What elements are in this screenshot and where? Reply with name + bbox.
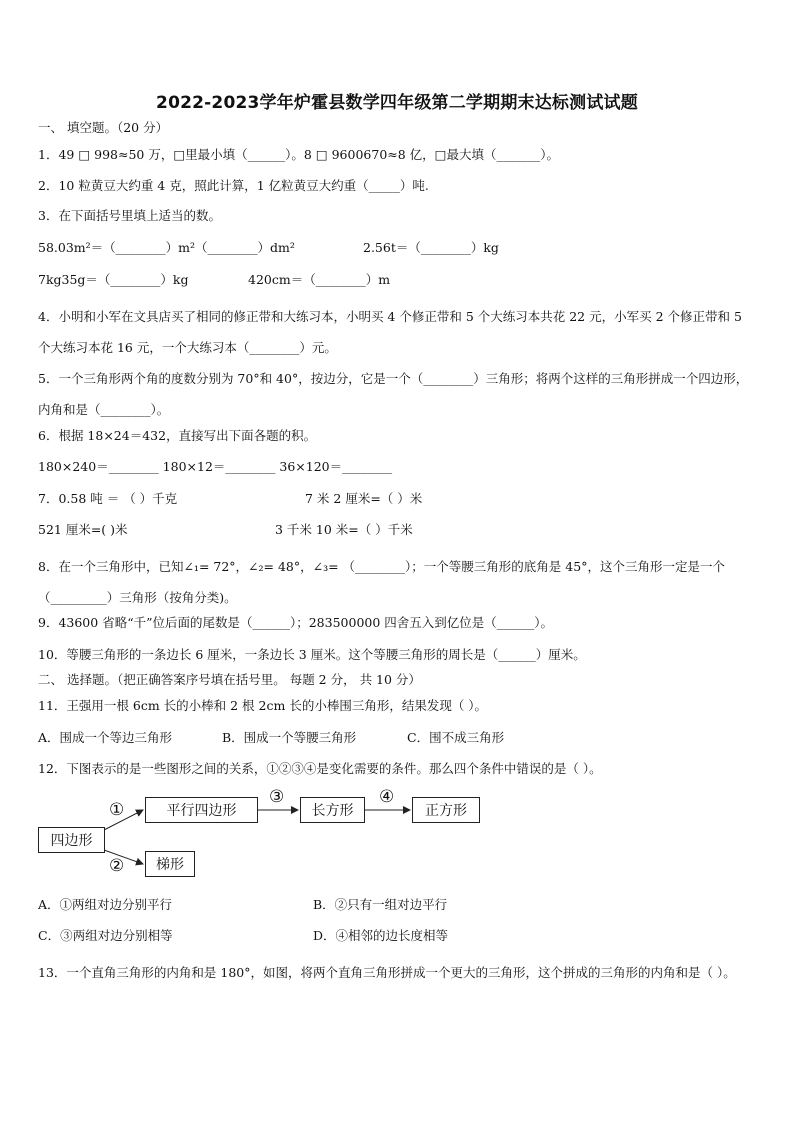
question-12: 12．下图表示的是一些图形之间的关系，①②③④是变化需要的条件。那么四个条件中错误的是（ ）。 xyxy=(38,761,602,776)
condition-4-label: ④ xyxy=(379,787,395,807)
condition-2-label: ② xyxy=(109,856,125,876)
question-9: 9．43600 省略“千”位后面的尾数是（______）；283500000 四舍五入到亿位是（______）。 xyxy=(38,615,554,630)
page-title: 2022-2023学年炉霍县数学四年级第二学期期末达标测试试题 xyxy=(156,93,638,113)
question-12-option-a: A．①两组对边分别平行 xyxy=(38,897,173,912)
square-box: 正方形 xyxy=(412,797,480,823)
question-11-option-c: C．围不成三角形 xyxy=(407,730,505,745)
question-13: 13．一个直角三角形的内角和是 180°，如图，将两个直角三角形拼成一个更大的三角形，这个拼成的三角形的内角和是（ ）。 xyxy=(38,965,736,980)
question-3-item-c: 7kg35g＝（________）kg xyxy=(38,272,189,287)
section-heading-fill-in: 一、 填空题。（20 分） xyxy=(38,120,169,135)
question-7-item-c: 521 厘米=( )米 xyxy=(38,522,128,537)
question-12-option-c: C．③两组对边分别相等 xyxy=(38,928,173,943)
question-10: 10．等腰三角形的一条边长 6 厘米，一条边长 3 厘米。这个等腰三角形的周长是（______）厘米。 xyxy=(38,647,586,662)
question-11-option-a: A．围成一个等边三角形 xyxy=(38,730,173,745)
question-4: 4．小明和小军在文具店买了相同的修正带和大练习本，小明买 4 个修正带和 5 个大练习本共花 22 元，小军买 2 个修正带和 5 个大练习本花 16 元，一个大练习本（________）元。 xyxy=(38,309,742,355)
condition-3-label: ③ xyxy=(269,787,285,807)
question-3-item-b: 2.56t＝（________）kg xyxy=(363,240,499,255)
question-3: 3．在下面括号里填上适当的数。 xyxy=(38,208,221,223)
rectangle-box: 长方形 xyxy=(300,797,365,823)
question-6-items: 180×240＝________ 180×12＝________ 36×120＝________ xyxy=(38,459,393,474)
question-5: 5．一个三角形两个角的度数分别为 70°和 40°，按边分，它是一个（________）三角形；将两个这样的三角形拼成一个四边形，内角和是（________）。 xyxy=(38,371,749,417)
section-heading-choice: 二、 选择题。（把正确答案序号填在括号里。 每题 2 分， 共 10 分） xyxy=(38,672,421,687)
parallelogram-box: 平行四边形 xyxy=(145,797,258,823)
question-3-item-d: 420cm＝（________）m xyxy=(248,272,391,287)
question-8: 8．在一个三角形中，已知∠₁= 72°，∠₂= 48°，∠₃= （________）；一个等腰三角形的底角是 45°，这个三角形一定是一个（_________）三角形（按角分类)。 xyxy=(38,559,725,605)
question-7-item-d: 3 千米 10 米=（ ）千米 xyxy=(275,522,413,537)
question-7-item-a: 7．0.58 吨 ＝ （ ）千克 xyxy=(38,491,178,506)
question-2: 2．10 粒黄豆大约重 4 克，照此计算，1 亿粒黄豆大约重（_____）吨. xyxy=(38,178,429,193)
condition-1-label: ① xyxy=(109,800,125,820)
trapezoid-box: 梯形 xyxy=(145,851,195,877)
quadrilateral-box: 四边形 xyxy=(38,827,105,853)
question-11: 11．王强用一根 6cm 长的小棒和 2 根 2cm 长的小棒围三角形，结果发现（ ）。 xyxy=(38,698,488,713)
question-7-item-b: 7 米 2 厘米=（ ）米 xyxy=(305,491,423,506)
question-12-option-d: D．④相邻的边长度相等 xyxy=(313,928,449,943)
question-3-item-a: 58.03m²＝（________）m²（________）dm² xyxy=(38,240,295,255)
question-1: 1．49 □ 998≈50 万，□里最小填（______）。8 □ 9600670≈8 亿，□最大填（_______）。 xyxy=(38,147,559,162)
question-11-option-b: B．围成一个等腰三角形 xyxy=(222,730,357,745)
question-6: 6．根据 18×24＝432，直接写出下面各题的积。 xyxy=(38,428,317,443)
question-12-option-b: B．②只有一组对边平行 xyxy=(313,897,448,912)
